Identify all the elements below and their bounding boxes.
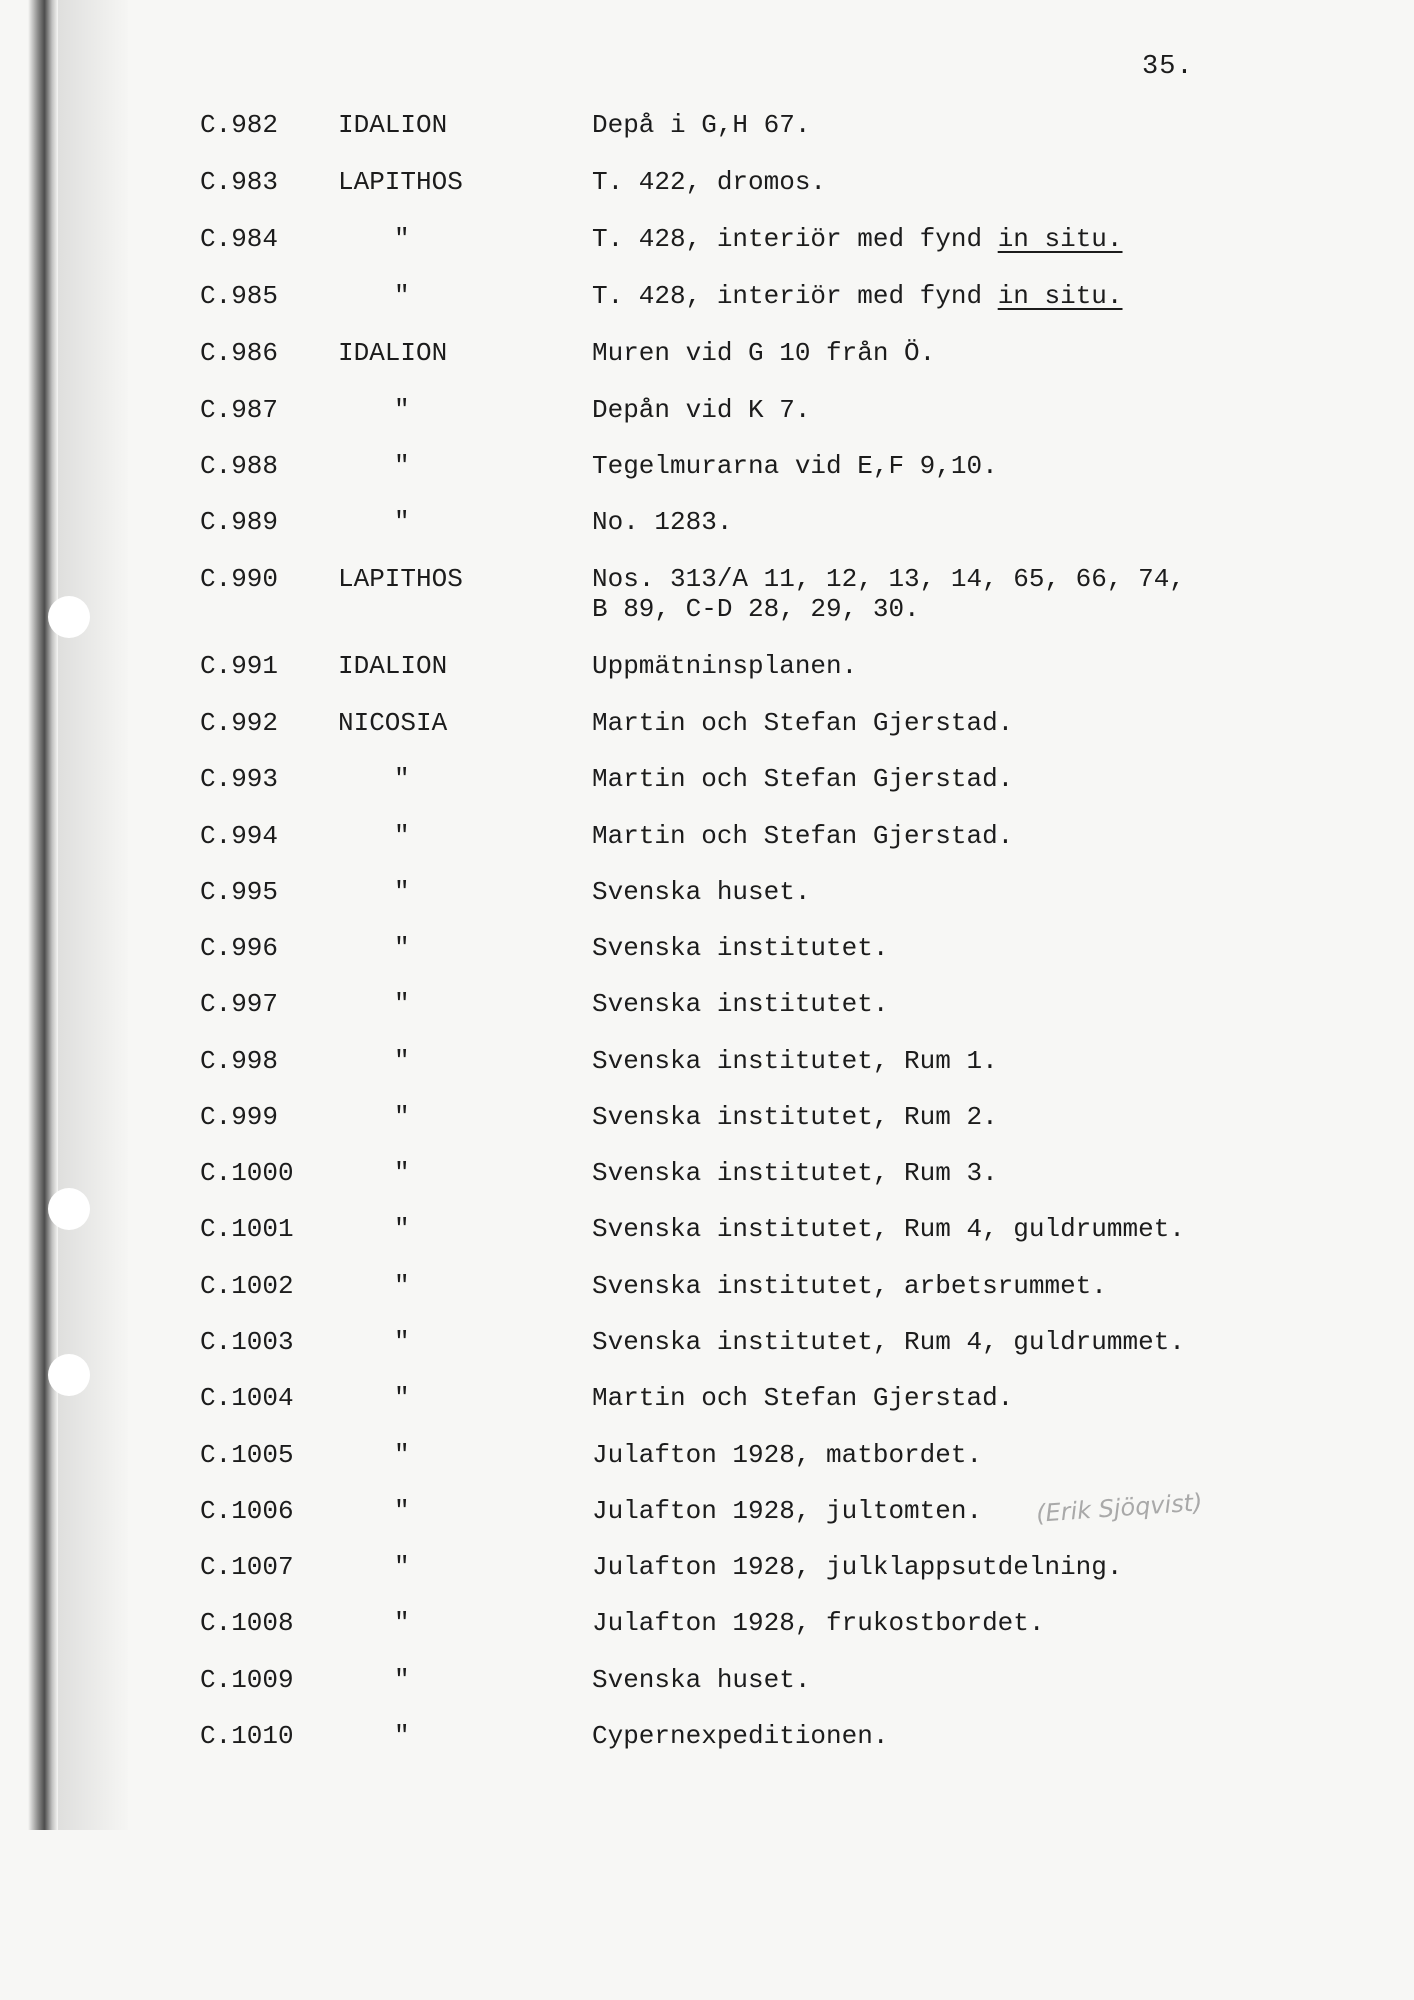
description xyxy=(592,1214,1185,1244)
page-number: 35. xyxy=(1142,52,1194,82)
description xyxy=(592,1383,1013,1413)
table-row xyxy=(0,167,1414,217)
ditto-mark: " xyxy=(394,1608,410,1638)
catalog-number: C.1005 xyxy=(200,1440,294,1470)
ditto-mark: " xyxy=(394,1214,410,1244)
ditto-mark: " xyxy=(394,451,410,481)
site-name: LAPITHOS xyxy=(338,564,463,594)
table-row xyxy=(0,451,1414,501)
description-text: Svenska institutet, Rum 2. xyxy=(592,1102,998,1132)
description-text: T. 428, interiör med fynd xyxy=(592,224,983,254)
description xyxy=(592,167,826,197)
description-text: Martin och Stefan Gjerstad. xyxy=(592,821,1014,851)
catalog-number: C.982 xyxy=(200,110,279,140)
ditto-mark: " xyxy=(394,281,410,311)
site-name: IDALION xyxy=(338,651,448,681)
ditto-mark: " xyxy=(394,1552,410,1582)
description xyxy=(592,1327,1185,1357)
description xyxy=(592,451,998,481)
site-name: IDALION xyxy=(338,110,448,140)
table-row xyxy=(0,507,1414,557)
description xyxy=(592,1102,998,1132)
catalog-number: C.1003 xyxy=(200,1327,294,1357)
catalog-number: C.1002 xyxy=(200,1271,294,1301)
description-text: Cypernexpeditionen. xyxy=(592,1721,889,1751)
description xyxy=(592,110,810,140)
catalog-number: C.988 xyxy=(200,451,279,481)
description xyxy=(592,224,1123,254)
catalog-number: C.1004 xyxy=(200,1383,294,1413)
table-row xyxy=(0,1552,1414,1602)
description-text: Svenska institutet, Rum 1. xyxy=(592,1046,998,1076)
catalog-number: C.1008 xyxy=(200,1608,294,1638)
description-text: Depån vid K 7. xyxy=(592,395,811,425)
catalog-number: C.1000 xyxy=(200,1158,294,1188)
catalog-number: C.990 xyxy=(200,564,279,594)
table-row xyxy=(0,933,1414,983)
table-row xyxy=(0,989,1414,1039)
ditto-mark: " xyxy=(394,1158,410,1188)
description xyxy=(592,281,1123,311)
ditto-mark: " xyxy=(394,764,410,794)
description-text: Martin och Stefan Gjerstad. xyxy=(592,764,1014,794)
table-row xyxy=(0,1440,1414,1490)
description xyxy=(592,821,1013,851)
site-name: IDALION xyxy=(338,338,448,368)
site-name: NICOSIA xyxy=(338,708,448,738)
description-text: Martin och Stefan Gjerstad. xyxy=(592,708,1014,738)
table-row xyxy=(0,1271,1414,1321)
description-text: Uppmätninsplanen. xyxy=(592,651,858,681)
description-text: Svenska institutet. xyxy=(592,989,889,1019)
description-continuation: B 89, C-D 28, 29, 30. xyxy=(592,594,920,624)
catalog-number: C.1007 xyxy=(200,1552,294,1582)
description xyxy=(592,395,810,425)
catalog-number: C.986 xyxy=(200,338,279,368)
description-text: Depå i G,H 67. xyxy=(592,110,811,140)
description-text: Nos. 313/A 11, 12, 13, 14, 65, 66, 74, xyxy=(592,564,1185,594)
description xyxy=(592,989,888,1019)
description xyxy=(592,764,1013,794)
catalog-number: C.1001 xyxy=(200,1214,294,1244)
description-text: Svenska huset. xyxy=(592,1665,811,1695)
description-text: Svenska institutet, Rum 3. xyxy=(592,1158,998,1188)
description-text: Svenska institutet. xyxy=(592,933,889,963)
ditto-mark: " xyxy=(394,1496,410,1526)
ditto-mark: " xyxy=(394,821,410,851)
catalog-number: C.995 xyxy=(200,877,279,907)
description xyxy=(592,507,732,537)
ditto-mark: " xyxy=(394,1440,410,1470)
description-text: Julafton 1928, matbordet. xyxy=(592,1440,983,1470)
table-row xyxy=(0,1102,1414,1152)
catalog-number: C.991 xyxy=(200,651,279,681)
table-row xyxy=(0,1046,1414,1096)
description-text: Muren vid G 10 från Ö. xyxy=(592,338,936,368)
underlined-phrase: in situ. xyxy=(997,224,1123,254)
table-row xyxy=(0,1214,1414,1264)
ditto-mark: " xyxy=(394,877,410,907)
catalog-number: C.996 xyxy=(200,933,279,963)
description xyxy=(592,1665,810,1695)
table-row xyxy=(0,1383,1414,1433)
description-text: T. 422, dromos. xyxy=(592,167,827,197)
table-row xyxy=(0,651,1414,701)
description xyxy=(592,708,1013,738)
site-name: LAPITHOS xyxy=(338,167,463,197)
table-row xyxy=(0,764,1414,814)
table-row xyxy=(0,281,1414,331)
catalog-number: C.998 xyxy=(200,1046,279,1076)
description-text: Julafton 1928, frukostbordet. xyxy=(592,1608,1045,1638)
description-text: Svenska institutet, Rum 4, guldrummet. xyxy=(592,1327,1185,1357)
ditto-mark: " xyxy=(394,1327,410,1357)
ditto-mark: " xyxy=(394,1102,410,1132)
table-row xyxy=(0,708,1414,758)
catalog-number: C.999 xyxy=(200,1102,279,1132)
ditto-mark: " xyxy=(394,989,410,1019)
ditto-mark: " xyxy=(394,1271,410,1301)
catalog-number: C.989 xyxy=(200,507,279,537)
table-row xyxy=(0,224,1414,274)
description xyxy=(592,564,1185,624)
description xyxy=(592,1496,982,1526)
catalog-number: C.994 xyxy=(200,821,279,851)
catalog-number: C.1006 xyxy=(200,1496,294,1526)
catalog-number: C.1010 xyxy=(200,1721,294,1751)
catalog-number: C.993 xyxy=(200,764,279,794)
table-row xyxy=(0,1721,1414,1771)
description xyxy=(592,338,935,368)
catalog-number: C.992 xyxy=(200,708,279,738)
description xyxy=(592,651,857,681)
ditto-mark: " xyxy=(394,1721,410,1751)
description xyxy=(592,1552,1123,1582)
ditto-mark: " xyxy=(394,1046,410,1076)
ditto-mark: " xyxy=(394,395,410,425)
catalog-number: C.997 xyxy=(200,989,279,1019)
table-row xyxy=(0,1158,1414,1208)
table-row xyxy=(0,1608,1414,1658)
description-text: T. 428, interiör med fynd xyxy=(592,281,983,311)
ditto-mark: " xyxy=(394,1665,410,1695)
table-row xyxy=(0,1665,1414,1715)
handwritten-annotation: (Erik Sjöqvist) xyxy=(1035,1488,1204,1528)
catalog-number: C.983 xyxy=(200,167,279,197)
ditto-mark: " xyxy=(394,224,410,254)
description-text: Svenska institutet, arbetsrummet. xyxy=(592,1271,1107,1301)
description-text: Tegelmurarna vid E,F 9,10. xyxy=(592,451,998,481)
underlined-phrase: in situ. xyxy=(997,281,1123,311)
description xyxy=(592,1440,982,1470)
ditto-mark: " xyxy=(394,507,410,537)
description-text: No. 1283. xyxy=(592,507,733,537)
description-text: Martin och Stefan Gjerstad. xyxy=(592,1383,1014,1413)
catalog-number: C.987 xyxy=(200,395,279,425)
table-row xyxy=(0,110,1414,160)
description xyxy=(592,877,810,907)
catalog-number: C.985 xyxy=(200,281,279,311)
catalog-number: C.984 xyxy=(200,224,279,254)
table-row xyxy=(0,877,1414,927)
table-row xyxy=(0,821,1414,871)
description-text: Julafton 1928, julklappsutdelning. xyxy=(592,1552,1123,1582)
description xyxy=(592,1046,998,1076)
ditto-mark: " xyxy=(394,1383,410,1413)
description-text: Svenska institutet, Rum 4, guldrummet. xyxy=(592,1214,1185,1244)
ditto-mark: " xyxy=(394,933,410,963)
table-row xyxy=(0,395,1414,445)
description xyxy=(592,1721,888,1751)
table-row xyxy=(0,564,1414,624)
table-row xyxy=(0,1327,1414,1377)
description xyxy=(592,1271,1107,1301)
description xyxy=(592,1608,1044,1638)
description-text: Svenska huset. xyxy=(592,877,811,907)
table-row xyxy=(0,338,1414,388)
description xyxy=(592,933,888,963)
description xyxy=(592,1158,998,1188)
catalog-number: C.1009 xyxy=(200,1665,294,1695)
description-text: Julafton 1928, jultomten. xyxy=(592,1496,983,1526)
